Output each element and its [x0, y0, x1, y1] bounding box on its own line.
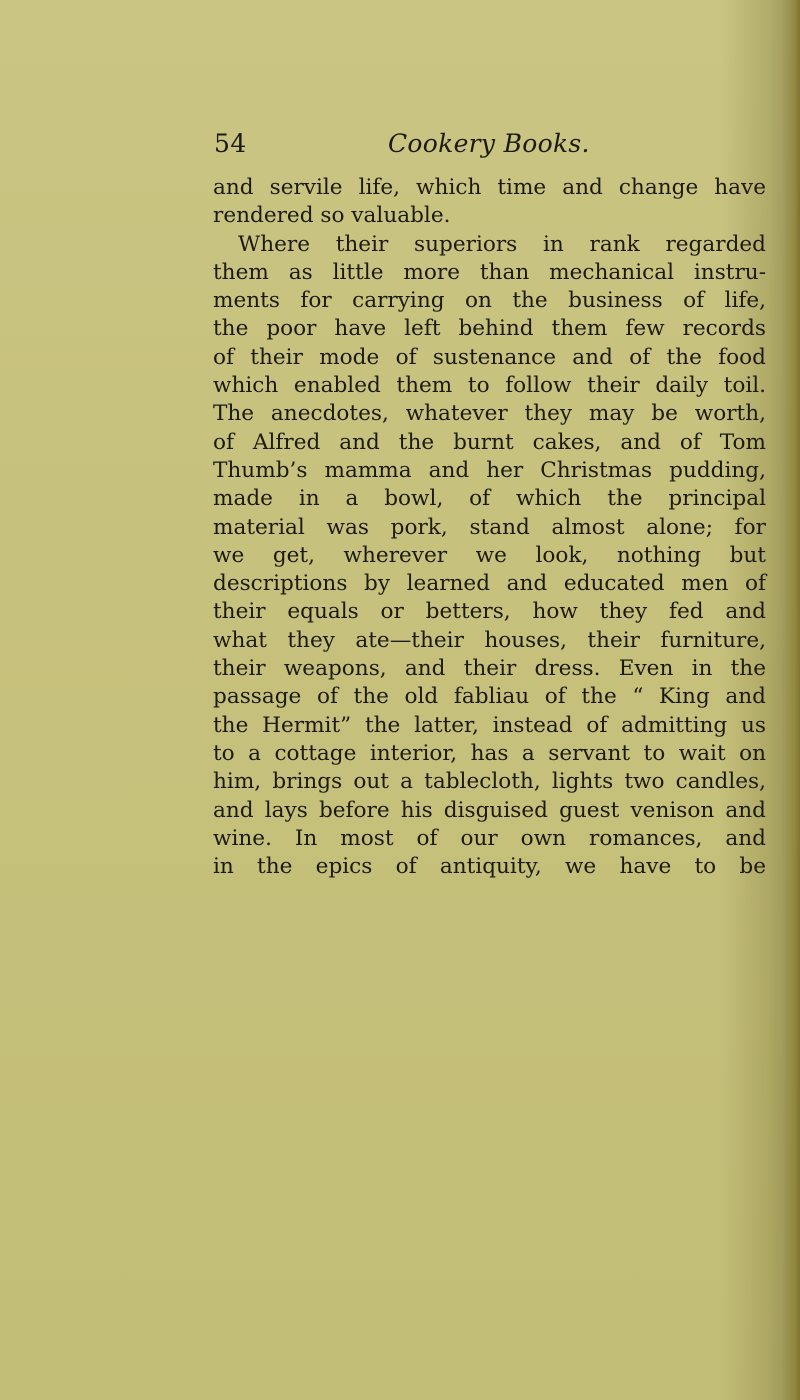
text-line: material was pork, stand almost alone; for [213, 514, 766, 540]
text-line: their equals or betters, how they fed and [213, 599, 766, 625]
text-line: descriptions by learned and educated men of [213, 571, 766, 597]
text-line: of Alfred and the burnt cakes, and of Tom [213, 429, 766, 455]
text-line: to a cottage interior, has a servant to wait on [213, 740, 766, 766]
running-title: Cookery Books. [388, 129, 590, 158]
page-edge-shadow [782, 0, 800, 1400]
page-header [0, 124, 800, 164]
text-line: The anecdotes, whatever they may be worth, [213, 401, 766, 427]
text-line: what they ate—their houses, their furniture, [213, 627, 766, 653]
text-line: their weapons, and their dress. Even in the [213, 656, 766, 682]
text-line: him, brings out a tablecloth, lights two candles, [213, 769, 766, 795]
text-line: the Hermit” the latter, instead of admitting us [213, 712, 766, 738]
text-line: ments for carrying on the business of life, [213, 288, 766, 314]
text-line: made in a bowl, of which the principal [213, 486, 766, 512]
body-text [213, 174, 766, 881]
text-line: and servile life, which time and change have [213, 175, 766, 200]
text-line: Thumb’s mamma and her Christmas pudding, [213, 457, 766, 483]
text-line: Where their superiors in rank regarded [238, 231, 766, 257]
text-line: in the epics of antiquity, we have to be [213, 854, 766, 880]
page-number: 54 [214, 129, 247, 158]
text-line: passage of the old fabliau of the “ King and [213, 684, 766, 710]
text-line: and lays before his disguised guest venison and [213, 797, 766, 823]
text-line: wine. In most of our own romances, and [213, 825, 766, 851]
text-line: the poor have left behind them few records [213, 316, 766, 342]
text-line: which enabled them to follow their daily toil. [213, 373, 766, 399]
text-line: them as little more than mechanical instru- [213, 259, 766, 285]
text-line: we get, wherever we look, nothing but [213, 542, 766, 568]
text-line: of their mode of sustenance and of the food [213, 344, 766, 370]
text-line: rendered so valuable. [213, 203, 451, 229]
